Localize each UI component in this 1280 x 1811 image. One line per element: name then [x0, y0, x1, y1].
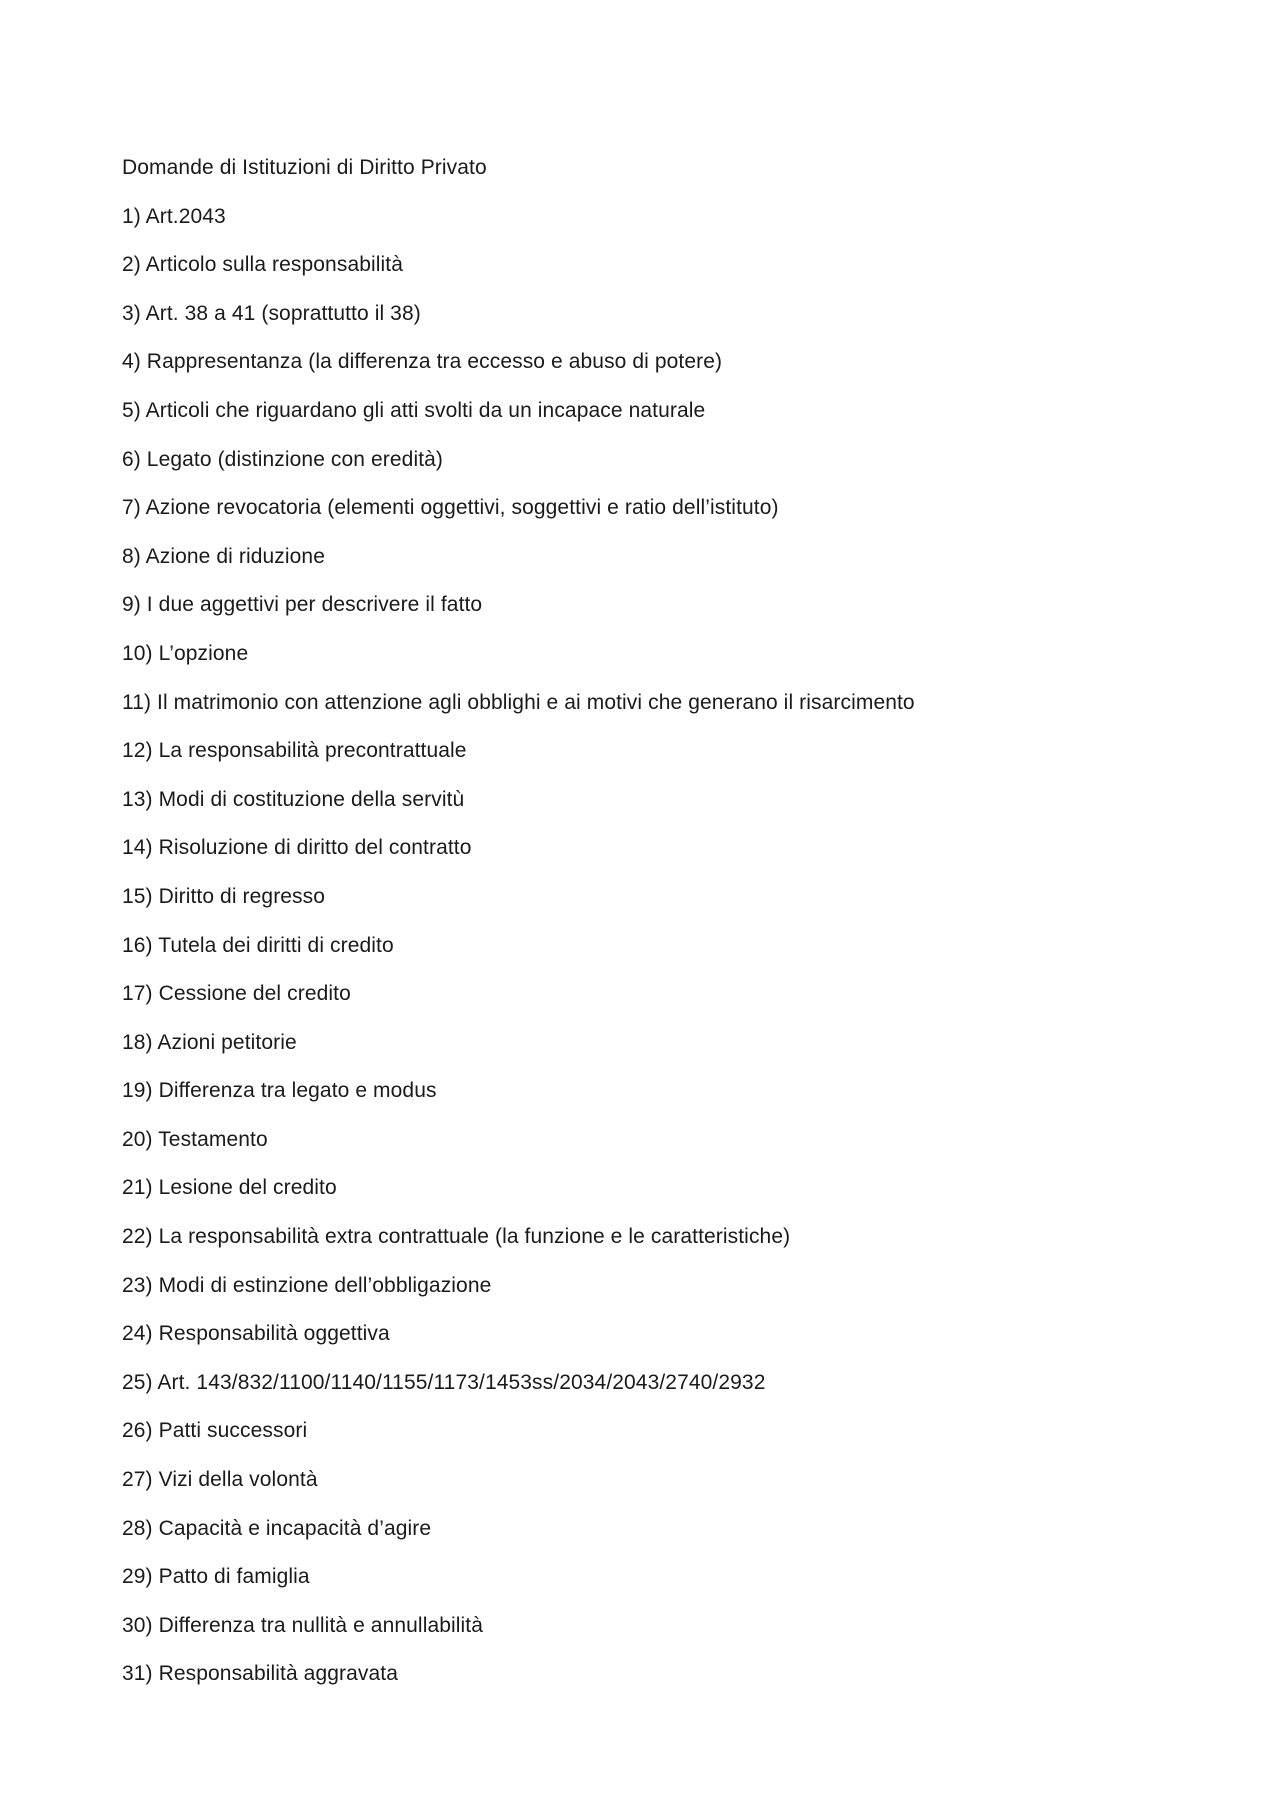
question-item: 8) Azione di riduzione — [122, 544, 325, 568]
question-item: 25) Art. 143/832/1100/1140/1155/1173/1453ss/2034/2043/2740/2932 — [122, 1370, 766, 1394]
question-item: 12) La responsabilità precontrattuale — [122, 739, 467, 763]
document-title: Domande di Istituzioni di Diritto Privato — [122, 156, 487, 179]
question-item: 19) Differenza tra legato e modus — [122, 1079, 437, 1103]
question-item: 16) Tutela dei diritti di credito — [122, 933, 394, 957]
document-content — [122, 155, 1172, 1710]
question-item: 13) Modi di costituzione della servitù — [122, 787, 465, 811]
question-item: 29) Patto di famiglia — [122, 1565, 310, 1589]
question-item: 10) L’opzione — [122, 641, 249, 665]
question-item: 15) Diritto di regresso — [122, 884, 326, 908]
question-item: 9) I due aggettivi per descrivere il fatto — [122, 593, 483, 617]
question-item: 6) Legato (distinzione con eredità) — [122, 447, 444, 471]
question-list — [122, 204, 1172, 1710]
question-item: 17) Cessione del credito — [122, 982, 351, 1006]
question-item: 14) Risoluzione di diritto del contratto — [122, 836, 472, 860]
question-item: 27) Vizi della volontà — [122, 1468, 318, 1492]
question-item: 4) Rappresentanza (la differenza tra eccesso e abuso di potere) — [122, 350, 723, 374]
question-item: 23) Modi di estinzione dell’obbligazione — [122, 1273, 492, 1297]
question-item: 30) Differenza tra nullità e annullabilità — [122, 1613, 484, 1637]
question-item: 1) Art.2043 — [122, 204, 226, 228]
question-item: 26) Patti successori — [122, 1419, 308, 1443]
question-item: 18) Azioni petitorie — [122, 1030, 297, 1054]
question-item: 22) La responsabilità extra contrattuale (la funzione e le caratteristiche) — [122, 1225, 791, 1249]
question-item: 20) Testamento — [122, 1127, 268, 1151]
question-item: 31) Responsabilità aggravata — [122, 1662, 398, 1686]
question-item: 7) Azione revocatoria (elementi oggettivi, soggettivi e ratio dell’istituto) — [122, 496, 779, 520]
question-item: 28) Capacità e incapacità d’agire — [122, 1516, 432, 1540]
question-item: 5) Articoli che riguardano gli atti svolti da un incapace naturale — [122, 398, 706, 422]
question-item: 2) Articolo sulla responsabilità — [122, 253, 404, 277]
question-item: 11) Il matrimonio con attenzione agli obblighi e ai motivi che generano il risarcimento — [122, 690, 915, 714]
question-item: 3) Art. 38 a 41 (soprattutto il 38) — [122, 301, 421, 325]
question-item: 24) Responsabilità oggettiva — [122, 1322, 390, 1346]
question-item: 21) Lesione del credito — [122, 1176, 337, 1200]
